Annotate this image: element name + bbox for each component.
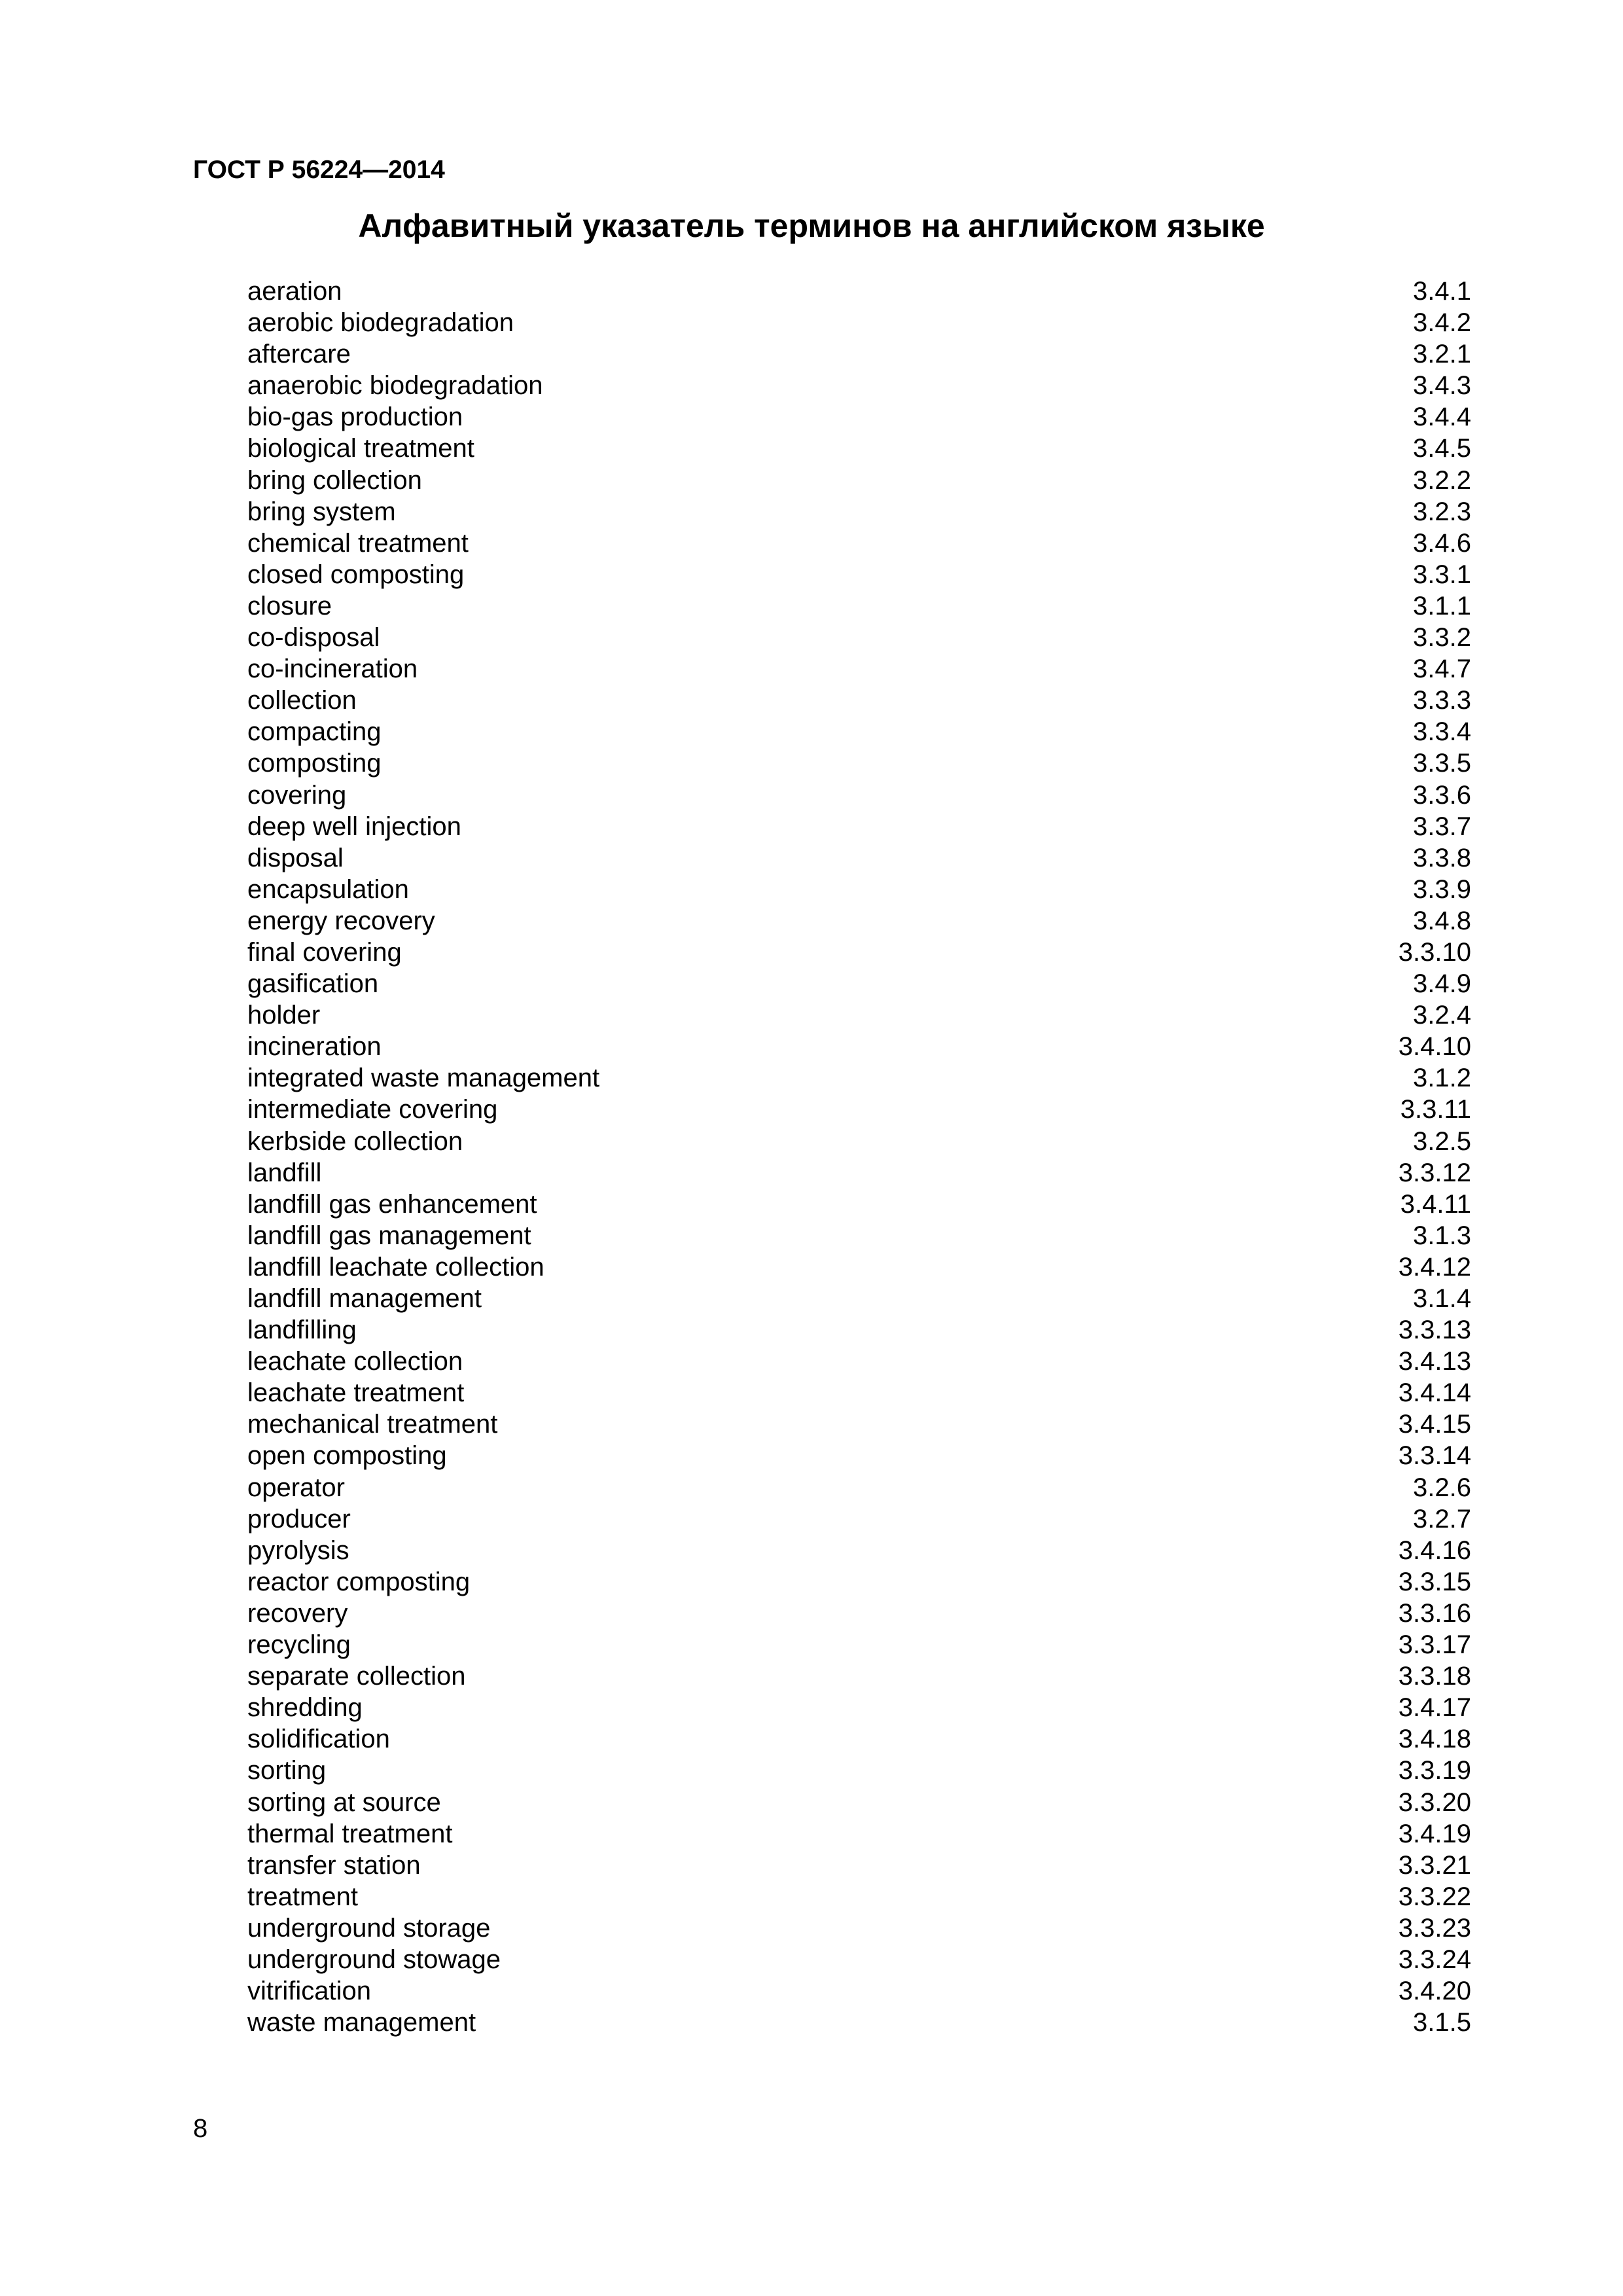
index-reference: 3.3.13 [1398,1316,1471,1345]
index-reference: 3.4.19 [1398,1819,1471,1848]
index-reference: 3.3.2 [1413,623,1471,653]
index-entry [247,1126,1471,1157]
index-entry [247,1220,1471,1251]
index-term: anaerobic biodegradation [247,371,543,401]
index-entry [247,433,1471,464]
index-term: producer [247,1504,351,1534]
index-entry [247,685,1471,716]
term-index-list [247,276,1471,2038]
index-entry [247,276,1471,307]
index-reference: 3.3.15 [1398,1567,1471,1596]
index-term: landfill gas enhancement [247,1189,537,1219]
index-reference: 3.4.11 [1400,1189,1471,1219]
index-term: pyrolysis [247,1535,349,1565]
index-reference: 3.4.1 [1413,277,1471,306]
index-entry [247,465,1471,496]
index-term: leachate treatment [247,1378,465,1408]
index-reference: 3.2.5 [1413,1126,1471,1156]
index-term: leachate collection [247,1347,463,1376]
index-entry [247,1723,1471,1755]
index-reference: 3.4.13 [1398,1347,1471,1376]
index-term: encapsulation [247,874,409,904]
index-reference: 3.1.2 [1413,1064,1471,1093]
index-reference: 3.4.17 [1398,1693,1471,1723]
index-entry [247,1598,1471,1629]
index-entry [247,653,1471,685]
index-reference: 3.3.6 [1413,780,1471,810]
index-reference: 3.4.8 [1413,906,1471,935]
index-reference: 3.3.20 [1398,1787,1471,1817]
index-term: solidification [247,1725,390,1754]
index-entry [247,968,1471,999]
index-term: aerobic biodegradation [247,308,514,338]
index-entry [247,811,1471,842]
index-entry [247,1912,1471,1944]
index-term: closed composting [247,560,465,589]
index-entry [247,1881,1471,1912]
index-reference: 3.4.9 [1413,969,1471,999]
index-reference: 3.3.23 [1398,1913,1471,1943]
index-reference: 3.1.5 [1413,2008,1471,2037]
index-entry [247,1535,1471,1566]
index-entry [247,2007,1471,2038]
index-term: open composting [247,1441,447,1471]
index-reference: 3.4.14 [1398,1378,1471,1408]
index-term: deep well injection [247,812,461,841]
index-reference: 3.4.2 [1413,308,1471,338]
index-reference: 3.4.10 [1398,1032,1471,1062]
page-title: Алфавитный указатель терминов на английском языке [358,207,1265,244]
index-entry [247,999,1471,1031]
index-reference: 3.4.3 [1413,371,1471,401]
index-reference: 3.1.4 [1413,1284,1471,1313]
index-term: thermal treatment [247,1819,453,1848]
index-term: landfill gas management [247,1221,531,1250]
index-reference: 3.4.5 [1413,434,1471,463]
index-entry [247,747,1471,779]
index-reference: 3.3.21 [1398,1850,1471,1880]
index-term: sorting at source [247,1787,441,1817]
index-reference: 3.1.1 [1413,591,1471,620]
index-term: final covering [247,937,402,967]
index-reference: 3.3.24 [1398,1945,1471,1974]
index-reference: 3.2.6 [1413,1473,1471,1502]
index-reference: 3.3.8 [1413,843,1471,872]
index-reference: 3.3.17 [1398,1630,1471,1660]
index-term: bio-gas production [247,403,463,432]
index-term: collection [247,686,357,715]
index-reference: 3.3.7 [1413,812,1471,841]
index-reference: 3.3.12 [1398,1158,1471,1187]
index-reference: 3.3.16 [1398,1598,1471,1628]
index-entry [247,1472,1471,1503]
index-entry [247,1566,1471,1598]
index-entry [247,559,1471,590]
index-term: composting [247,749,382,778]
index-entry [247,1251,1471,1283]
index-entry [247,1692,1471,1723]
index-term: kerbside collection [247,1126,463,1156]
document-code-header: ГОСТ Р 56224—2014 [193,156,445,184]
page-number: 8 [193,2114,208,2143]
index-term: integrated waste management [247,1064,600,1093]
index-term: landfill management [247,1284,482,1313]
index-entry [247,1283,1471,1314]
index-term: incineration [247,1032,382,1062]
index-term: aftercare [247,340,351,369]
index-entry [247,622,1471,653]
index-reference: 3.3.5 [1413,749,1471,778]
index-entry [247,1346,1471,1377]
index-entry [247,1944,1471,1975]
index-entry [247,496,1471,528]
index-term: mechanical treatment [247,1410,498,1439]
index-term: recovery [247,1598,348,1628]
index-term: co-incineration [247,655,418,684]
index-term: intermediate covering [247,1095,498,1124]
index-entry [247,1189,1471,1220]
index-reference: 3.3.18 [1398,1662,1471,1691]
index-entry [247,1629,1471,1660]
index-term: treatment [247,1882,358,1911]
index-entry [247,937,1471,968]
index-term: operator [247,1473,345,1502]
index-reference: 3.3.22 [1398,1882,1471,1911]
index-entry [247,1094,1471,1125]
index-term: biological treatment [247,434,474,463]
index-reference: 3.3.3 [1413,686,1471,715]
index-reference: 3.3.10 [1398,937,1471,967]
index-entry [247,401,1471,433]
index-entry [247,528,1471,559]
index-reference: 3.4.6 [1413,528,1471,558]
index-reference: 3.3.4 [1413,717,1471,747]
index-reference: 3.2.3 [1413,497,1471,526]
index-term: landfill [247,1158,322,1187]
index-entry [247,716,1471,747]
index-entry [247,1377,1471,1408]
index-term: bring collection [247,465,422,495]
index-entry [247,905,1471,937]
index-entry [247,1818,1471,1850]
index-term: shredding [247,1693,363,1723]
index-term: sorting [247,1756,327,1785]
index-term: recycling [247,1630,351,1660]
index-term: landfilling [247,1316,357,1345]
index-reference: 3.4.16 [1398,1535,1471,1565]
index-entry [247,1314,1471,1346]
index-entry [247,1787,1471,1818]
index-reference: 3.2.4 [1413,1001,1471,1030]
index-entry [247,874,1471,905]
index-entry [247,1975,1471,2007]
index-term: separate collection [247,1662,466,1691]
index-reference: 3.3.11 [1400,1095,1471,1124]
index-entry [247,338,1471,370]
index-term: underground stowage [247,1945,501,1974]
index-entry [247,370,1471,401]
index-term: chemical treatment [247,528,469,558]
index-entry [247,1062,1471,1094]
index-term: compacting [247,717,382,747]
index-reference: 3.4.12 [1398,1252,1471,1282]
index-term: waste management [247,2008,476,2037]
index-reference: 3.4.20 [1398,1977,1471,2006]
index-term: underground storage [247,1913,491,1943]
index-reference: 3.2.7 [1413,1504,1471,1534]
index-reference: 3.3.1 [1413,560,1471,589]
index-term: bring system [247,497,396,526]
index-term: co-disposal [247,623,380,653]
index-entry [247,1031,1471,1062]
index-reference: 3.2.2 [1413,465,1471,495]
index-entry [247,1755,1471,1786]
index-entry [247,590,1471,622]
index-term: disposal [247,843,344,872]
index-entry [247,1660,1471,1692]
index-term: landfill leachate collection [247,1252,544,1282]
index-entry [247,1503,1471,1535]
index-reference: 3.2.1 [1413,340,1471,369]
index-reference: 3.4.7 [1413,655,1471,684]
index-term: aeration [247,277,342,306]
index-reference: 3.4.18 [1398,1725,1471,1754]
index-entry [247,780,1471,811]
index-term: holder [247,1001,321,1030]
index-term: reactor composting [247,1567,471,1596]
index-entry [247,842,1471,874]
index-reference: 3.3.14 [1398,1441,1471,1471]
index-entry [247,1157,1471,1189]
index-reference: 3.3.9 [1413,874,1471,904]
index-term: covering [247,780,347,810]
index-term: closure [247,591,332,620]
index-term: transfer station [247,1850,421,1880]
index-entry [247,1850,1471,1881]
index-term: vitrification [247,1977,371,2006]
index-entry [247,1440,1471,1471]
index-reference: 3.4.15 [1398,1410,1471,1439]
index-reference: 3.4.4 [1413,403,1471,432]
index-reference: 3.1.3 [1413,1221,1471,1250]
index-reference: 3.3.19 [1398,1756,1471,1785]
index-entry [247,1408,1471,1440]
index-term: gasification [247,969,379,999]
index-term: energy recovery [247,906,435,935]
index-entry [247,307,1471,338]
